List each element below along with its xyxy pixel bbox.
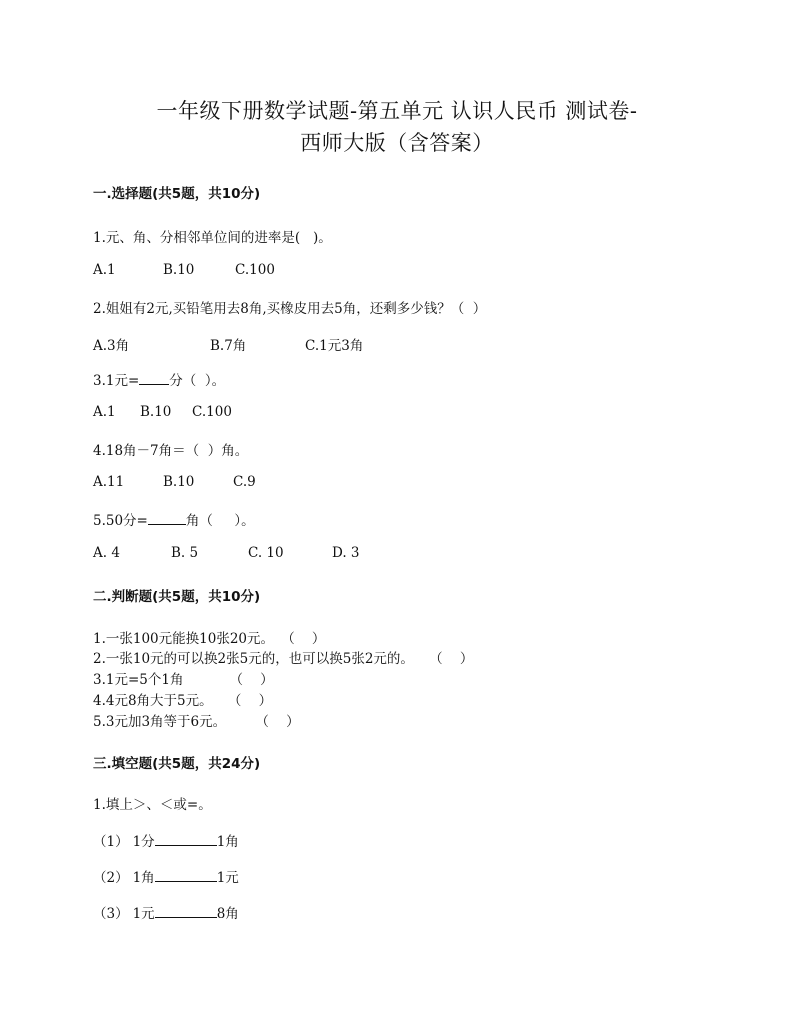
question-1-4: 4.18角－7角＝（ ）角。 bbox=[93, 443, 249, 459]
row-number: （1） bbox=[93, 834, 129, 850]
question-1-5 bbox=[93, 509, 255, 529]
option: A.3角 bbox=[93, 338, 130, 354]
judge-text: 1.一张100元能换10张20元。 bbox=[93, 631, 275, 647]
option: C.100 bbox=[235, 262, 275, 278]
section-heading-choice: 一.选择题(共5题，共10分) bbox=[93, 186, 261, 202]
left-value: 1元 bbox=[132, 906, 155, 922]
judge-text: 2.一张10元的可以换2张5元的，也可以换5张2元的。 bbox=[93, 651, 414, 667]
option: B.7角 bbox=[210, 338, 247, 354]
judge-item-5 bbox=[93, 710, 300, 730]
option: B.10 bbox=[163, 474, 195, 490]
option: A. 4 bbox=[93, 545, 120, 561]
question-1-3 bbox=[93, 369, 225, 389]
option: D. 3 bbox=[332, 545, 360, 561]
option: B. 5 bbox=[171, 545, 199, 561]
row-number: （2） bbox=[93, 870, 129, 886]
question-text: 3.1元= bbox=[93, 373, 140, 389]
left-value: 1角 bbox=[132, 870, 155, 886]
option: B.10 bbox=[140, 404, 172, 420]
judge-item-1 bbox=[93, 627, 325, 647]
section-heading-fill: 三.填空题(共5题，共24分) bbox=[93, 756, 261, 772]
option: C. 10 bbox=[248, 545, 284, 561]
question-text: 角（ ）。 bbox=[185, 513, 255, 529]
judge-text: 5.3元加3角等于6元。 bbox=[93, 714, 227, 730]
answer-parentheses: （ ） bbox=[435, 651, 474, 667]
answer-parentheses: （ ） bbox=[234, 693, 273, 709]
left-value: 1分 bbox=[132, 834, 155, 850]
compare-row-3 bbox=[93, 902, 239, 922]
right-value: 8角 bbox=[216, 906, 239, 922]
answer-blank bbox=[155, 867, 217, 882]
right-value: 1角 bbox=[216, 834, 239, 850]
question-text: 5.50分= bbox=[93, 513, 148, 529]
judge-item-4 bbox=[93, 689, 272, 709]
judge-text: 3.1元=5个1角 bbox=[93, 672, 184, 688]
option: C.9 bbox=[233, 474, 256, 490]
option: A.1 bbox=[93, 262, 116, 278]
judge-text: 4.4元8角大于5元。 bbox=[93, 693, 213, 709]
compare-row-1 bbox=[93, 830, 239, 850]
option: B.10 bbox=[163, 262, 195, 278]
answer-parentheses: （ ） bbox=[288, 631, 326, 647]
question-3-1: 1.填上＞、＜或=。 bbox=[93, 797, 212, 813]
judge-item-2 bbox=[93, 647, 473, 667]
question-1-1: 1.元、角、分相邻单位间的进率是( )。 bbox=[93, 230, 332, 246]
answer-blank bbox=[155, 903, 217, 918]
option: A.11 bbox=[93, 474, 125, 490]
option: C.1元3角 bbox=[305, 338, 364, 354]
right-value: 1元 bbox=[216, 870, 239, 886]
question-1-2: 2.姐姐有2元,买铅笔用去8角,买橡皮用去5角，还剩多少钱？（ ） bbox=[93, 301, 487, 317]
answer-blank bbox=[148, 510, 186, 525]
option: A.1 bbox=[93, 404, 116, 420]
document-title-line-1: 一年级下册数学试题-第五单元 认识人民币 测试卷- bbox=[156, 99, 638, 123]
answer-parentheses: （ ） bbox=[229, 672, 274, 688]
option: C.100 bbox=[192, 404, 232, 420]
answer-blank bbox=[139, 370, 169, 385]
answer-parentheses: （ ） bbox=[262, 714, 300, 730]
question-text: 分（ ）。 bbox=[169, 373, 226, 389]
section-heading-judge: 二.判断题(共5题，共10分) bbox=[93, 589, 261, 605]
answer-blank bbox=[155, 831, 217, 846]
compare-row-2 bbox=[93, 866, 239, 886]
judge-item-3 bbox=[93, 668, 274, 688]
document-title-line-2: 西师大版（含答案） bbox=[300, 131, 494, 155]
row-number: （3） bbox=[93, 906, 129, 922]
